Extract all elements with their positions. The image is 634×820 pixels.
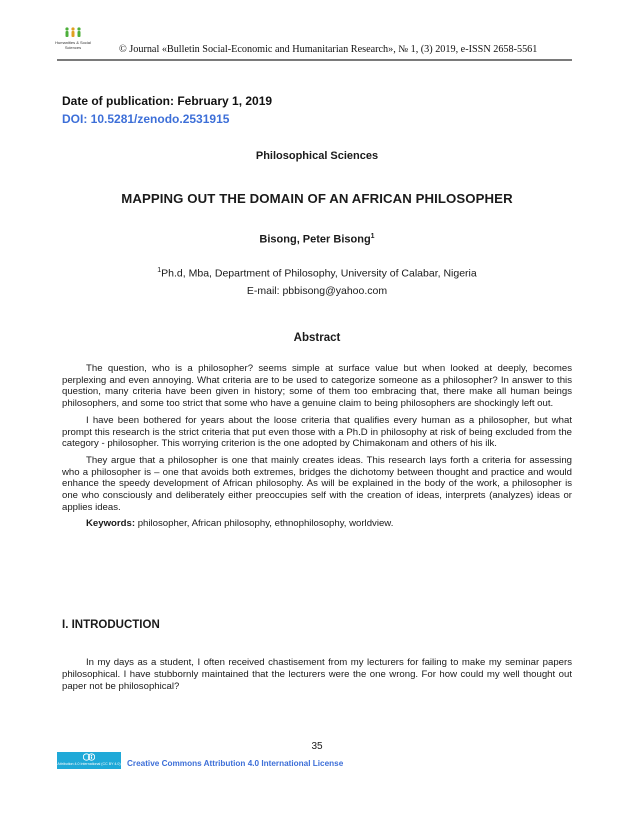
affiliation-line (0, 262, 634, 283)
keywords-line (62, 518, 572, 530)
cc-license-link[interactable]: Creative Commons Attribution 4.0 International License (127, 759, 344, 768)
abstract-body (62, 363, 572, 535)
abstract-paragraph-2: I have been bothered for years about the loose criteria that qualifies every human as a philosopher, but what prompt this research is the strict criteria that put even those with a Ph.D in philosophy at risk of being excluded from the category - philosopher. This worrying criterion is the one adopted by Chimakonam and others of his ilk. (62, 414, 572, 450)
author-footnote-mark: 1 (370, 233, 375, 240)
journal-logo (53, 27, 93, 55)
journal-logo-people-icon (63, 27, 83, 38)
logo-text-line-1: Humanities & Social (55, 40, 91, 45)
introduction-paragraph: In my days as a student, I often received chastisement from my lecturers for failing to make my seminar papers philosophical. I have stubbornly maintained that the lecturers were the one wrong. For how could my well thought out paper not be philosophical? (62, 657, 572, 693)
journal-header: © Journal «Bulletin Social-Economic and Humanitarian Research», № 1, (3) 2019, e-ISSN 2658-5561 (119, 44, 538, 55)
publication-date: Date of publication: February 1, 2019 (62, 94, 273, 108)
introduction-body (62, 657, 572, 694)
abstract-heading: Abstract (293, 332, 341, 344)
abstract-paragraph-1: The question, who is a philosopher? seems simple at surface value but when looked at deeply, becomes perplexing and even annoying. What criteria are to be used to categorize someone as a philosopher? In answer to this question, many criteria have been given in history; some of them too embracing that, there make all human beings philosophers, and some too strict that some who have a genuine claim to being philosophers are shockingly left out. (62, 363, 572, 410)
cc-by-icon (83, 753, 95, 761)
logo-text-line-2: Sciences (64, 45, 82, 50)
keywords-text: philosopher, African philosophy, ethnophilosophy, worldview. (137, 518, 394, 530)
affiliation-footnote-mark: 1 (157, 267, 162, 274)
author-name: Bisong, Peter Bisong (259, 233, 371, 246)
author-line (0, 233, 634, 246)
keywords-label: Keywords: (86, 518, 136, 530)
section-heading: Philosophical Sciences (255, 150, 379, 162)
cc-license-badge[interactable] (57, 752, 121, 769)
doi-link[interactable]: DOI: 10.5281/zenodo.2531915 (62, 112, 230, 126)
cc-badge-text: Attribution 4.0 International (CC BY 4.0) (57, 762, 121, 766)
page-number: 35 (311, 741, 323, 752)
affiliation-text: Ph.d, Mba, Department of Philosophy, University of Calabar, Nigeria (161, 267, 477, 280)
header-divider (57, 59, 572, 61)
paper-title: MAPPING OUT THE DOMAIN OF AN AFRICAN PHILOSOPHER (121, 191, 513, 206)
abstract-paragraph-3: They argue that a philosopher is one that mainly creates ideas. This research lays forth a criteria for assessing who a philosopher is – one that avoids both extremes, bridges the dichotomy between thought and practice and would enhance the speedy development of African philosophy. As will be explained in the body of the work, a philosopher is one who consciously and deliberately either preoccupies self with the creation of ideas, interprets (analyzes) ideas or applies ideas. (62, 454, 572, 513)
affiliation-block (0, 262, 634, 300)
introduction-heading: I. INTRODUCTION (62, 619, 160, 631)
author-email: E-mail: pbbisong@yahoo.com (246, 284, 388, 297)
